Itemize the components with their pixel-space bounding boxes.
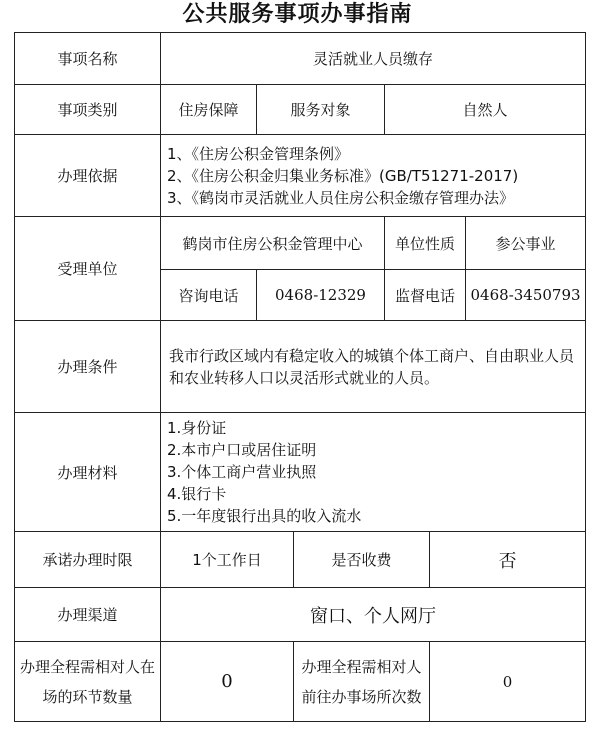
time-label: 承诺办理时限 (15, 532, 161, 588)
basis-list (161, 135, 586, 217)
fee-value: 否 (430, 532, 586, 588)
consult-phone-value: 0468-12329 (257, 270, 385, 321)
material-item: 1.身份证 (167, 419, 227, 437)
visits-value: 0 (430, 642, 586, 722)
fee-label: 是否收费 (294, 532, 430, 588)
visits-label: 办理全程需相对人前往办事场所次数 (294, 642, 430, 722)
basis-label: 办理依据 (15, 135, 161, 217)
row-time (15, 532, 586, 588)
channel-value: 窗口、个人网厅 (161, 588, 586, 642)
item-type-value: 住房保障 (161, 85, 257, 135)
unit-label: 受理单位 (15, 217, 161, 321)
service-target-label: 服务对象 (257, 85, 385, 135)
material-item: 4.银行卡 (167, 485, 227, 503)
material-item: 2.本市户口或居住证明 (167, 441, 317, 459)
row-channel (15, 588, 586, 642)
material-item: 3.个体工商户营业执照 (167, 463, 317, 481)
service-target-value: 自然人 (385, 85, 586, 135)
presence-value: 0 (161, 642, 294, 722)
materials-label: 办理材料 (15, 413, 161, 532)
item-name-label: 事项名称 (15, 33, 161, 85)
presence-label: 办理全程需相对人在场的环节数量 (15, 642, 161, 722)
material-item: 5.一年度银行出具的收入流水 (167, 507, 362, 525)
conditions-label: 办理条件 (15, 321, 161, 413)
page-title: 公共服务事项办事指南 (182, 1, 413, 27)
row-unit-1 (15, 217, 586, 270)
materials-list (161, 413, 586, 532)
conditions-text: 我市行政区域内有稳定收入的城镇个体工商户、自由职业人员和农业转移人口以灵活形式就业的人员。 (161, 321, 586, 413)
row-materials (15, 413, 586, 532)
row-item-type (15, 85, 586, 135)
row-basis (15, 135, 586, 217)
unit-org: 鹤岗市住房公积金管理中心 (161, 217, 385, 270)
basis-item: 2、《住房公积金归集业务标准》(GB/T51271-2017) (167, 166, 519, 185)
item-name-value: 灵活就业人员缴存 (161, 33, 586, 85)
row-presence (15, 642, 586, 722)
supervise-phone-value: 0468-3450793 (466, 270, 586, 321)
time-value: 1个工作日 (161, 532, 294, 588)
unit-nature-value: 参公事业 (466, 217, 586, 270)
row-item-name (15, 33, 586, 85)
row-conditions (15, 321, 586, 413)
supervise-phone-label: 监督电话 (385, 270, 466, 321)
channel-label: 办理渠道 (15, 588, 161, 642)
basis-item: 1、《住房公积金管理条例》 (167, 144, 350, 163)
consult-phone-label: 咨询电话 (161, 270, 257, 321)
guide-table (14, 32, 586, 722)
basis-item: 3、《鹤岗市灵活就业人员住房公积金缴存管理办法》 (167, 188, 515, 207)
item-type-label: 事项类别 (15, 85, 161, 135)
unit-nature-label: 单位性质 (385, 217, 466, 270)
